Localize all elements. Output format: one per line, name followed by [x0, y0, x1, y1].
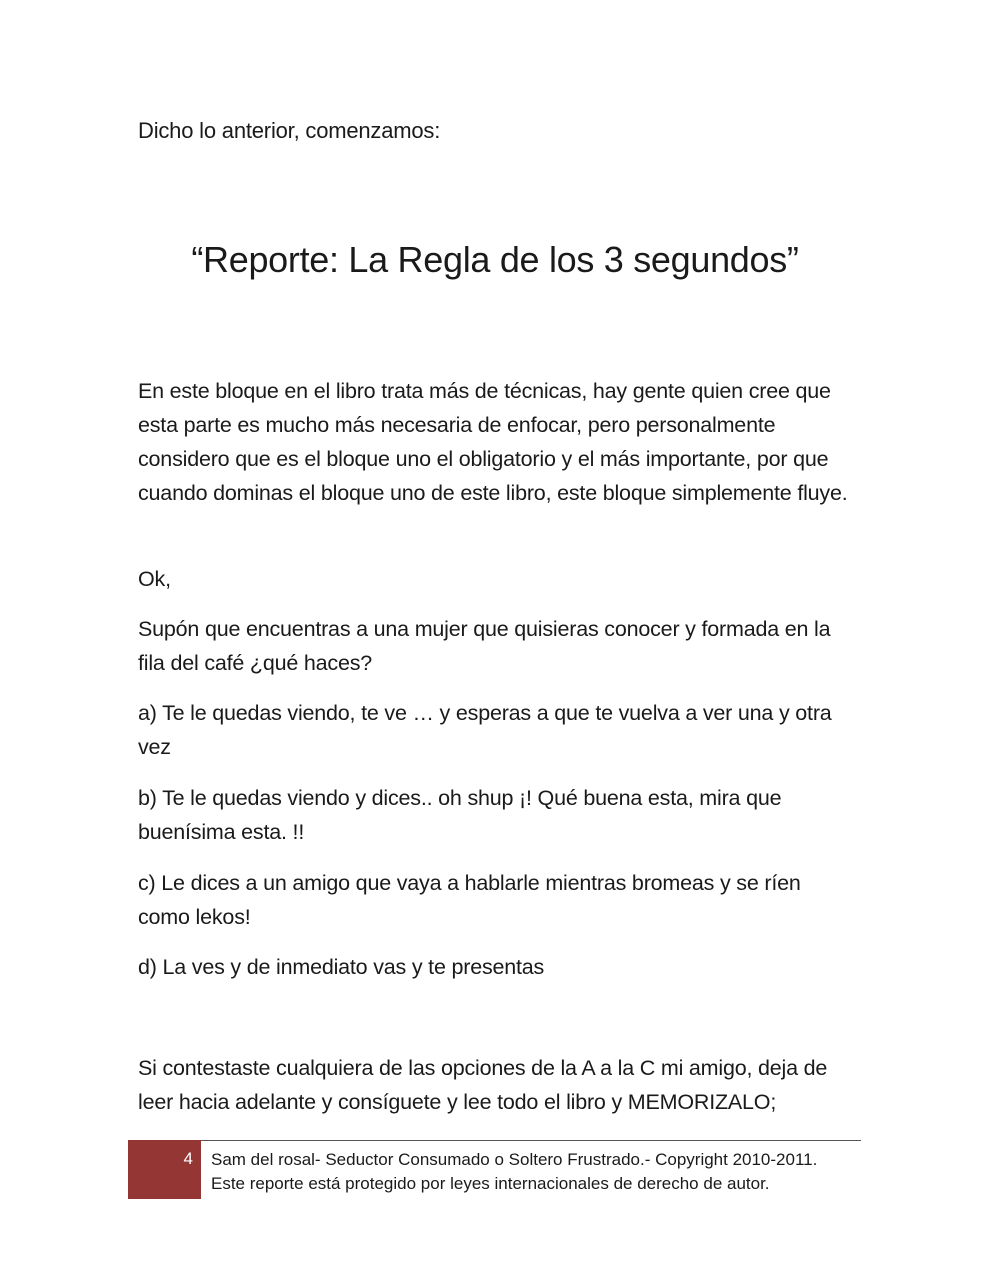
page-number: 4	[183, 1149, 193, 1168]
report-title: “Reporte: La Regla de los 3 segundos”	[191, 239, 799, 280]
paragraph-conclusion: Si contestaste cualquiera de las opciones de la A a la C mi amigo, deja de leer hacia adelante y consíguete y lee todo el libro y MEMORIZALO;	[138, 1056, 828, 1114]
page-footer	[128, 1140, 861, 1200]
paragraph-ok: Ok,	[138, 567, 171, 591]
option-c: c) Le dices a un amigo que vaya a hablarle mientras bromeas y se ríen como lekos!	[138, 871, 801, 929]
footer-line-1: Sam del rosal- Seductor Consumado o Soltero Frustrado.- Copyright 2010-2011.	[211, 1150, 818, 1169]
intro-line: Dicho lo anterior, comenzamos:	[138, 118, 441, 143]
page-number-box	[128, 1140, 201, 1199]
paragraph-question: Supón que encuentras a una mujer que quisieras conocer y formada en la fila del café ¿qué haces?	[138, 617, 831, 675]
option-b: b) Te le quedas viendo y dices.. oh shup ¡! Qué buena esta, mira que buenísima esta. !!	[138, 786, 782, 844]
footer-line-2: Este reporte está protegido por leyes internacionales de derecho de autor.	[211, 1174, 770, 1193]
footer-divider	[128, 1140, 861, 1141]
footer-copyright	[211, 1148, 817, 1196]
option-a: a) Te le quedas viendo, te ve … y esperas a que te vuelva a ver una y otra vez	[138, 701, 832, 759]
paragraph-intro-technique: En este bloque en el libro trata más de técnicas, hay gente quien cree que esta parte es mucho más necesaria de enfocar, pero personalmente considero que es el bloque uno el obligatorio y el más importante, por que cuando dominas el bloque uno de este libro, este bloque simplemente fluye.	[138, 379, 848, 505]
option-d: d) La ves y de inmediato vas y te presentas	[138, 955, 545, 979]
